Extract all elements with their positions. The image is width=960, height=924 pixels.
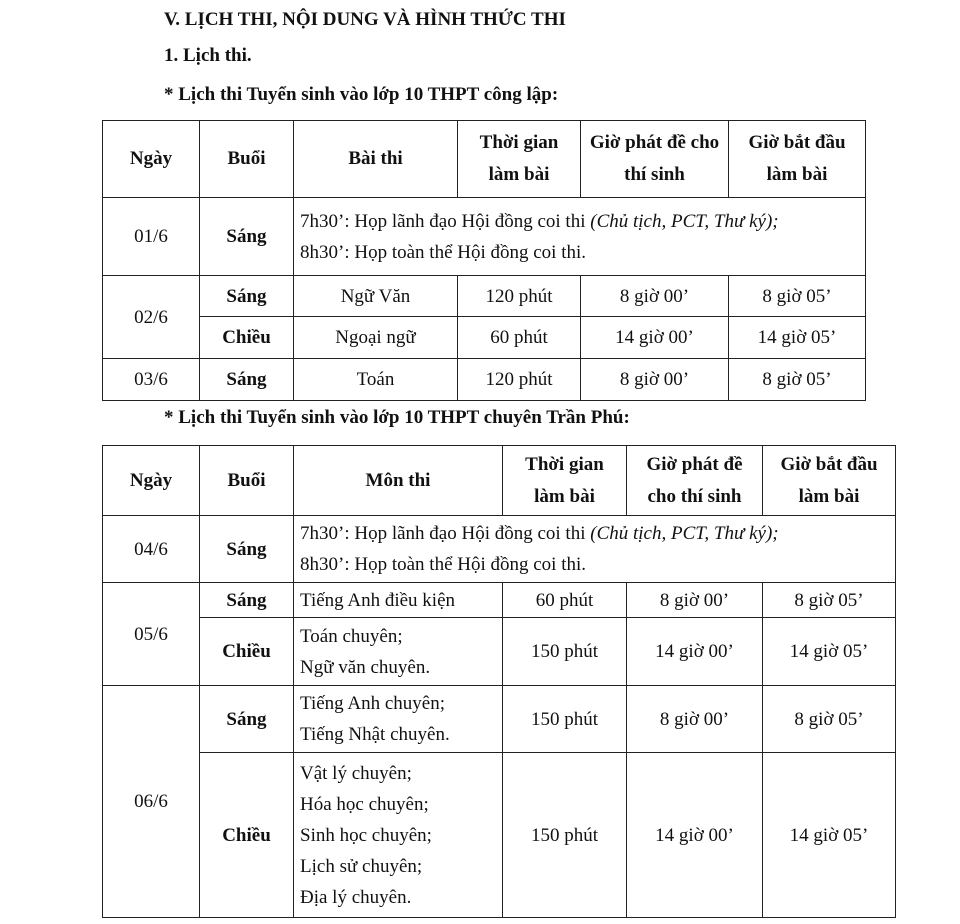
header-handout-time: Giờ phát đề cho thí sinh [581, 121, 729, 198]
meeting-line-1: 7h30’: Họp lãnh đạo Hội đồng coi thi [300, 210, 591, 232]
header-subject: Môn thi [294, 446, 503, 516]
start-time-cell: 14 giờ 05’ [729, 317, 866, 359]
date-cell: 02/6 [103, 276, 200, 359]
handout-time-cell: 8 giờ 00’ [627, 686, 763, 753]
meeting-line-1-note: (Chủ tịch, PCT, Thư ký); [590, 210, 779, 232]
duration-cell: 120 phút [458, 276, 581, 317]
duration-cell: 60 phút [458, 317, 581, 359]
subject-cell [294, 618, 503, 686]
table-row [103, 686, 896, 753]
session-cell: Chiều [200, 753, 294, 918]
subject-line: Tiếng Anh chuyên; [300, 693, 445, 714]
header-duration: Thời gian làm bài [503, 446, 627, 516]
header-session: Buổi [200, 446, 294, 516]
handout-time-cell: 8 giờ 00’ [581, 276, 729, 317]
handout-time-cell: 8 giờ 00’ [581, 359, 729, 401]
header-start-time: Giờ bắt đầu làm bài [763, 446, 896, 516]
handout-time-cell: 14 giờ 00’ [627, 618, 763, 686]
table-row [103, 618, 896, 686]
session-cell: Sáng [200, 359, 294, 401]
handout-time-cell: 14 giờ 00’ [627, 753, 763, 918]
date-cell: 04/6 [103, 516, 200, 583]
start-time-cell: 8 giờ 05’ [763, 686, 896, 753]
table-row [103, 359, 866, 401]
session-cell: Chiều [200, 618, 294, 686]
subject-cell: Ngữ Văn [294, 276, 458, 317]
session-cell: Sáng [200, 198, 294, 276]
header-duration: Thời gian làm bài [458, 121, 581, 198]
start-time-cell: 8 giờ 05’ [729, 359, 866, 401]
subject-cell: Ngoại ngữ [294, 317, 458, 359]
subject-line: Tiếng Nhật chuyên. [300, 724, 450, 745]
meeting-line-1: 7h30’: Họp lãnh đạo Hội đồng coi thi [300, 523, 591, 544]
subject-line: Toán chuyên; [300, 625, 403, 647]
duration-cell: 150 phút [503, 618, 627, 686]
meeting-note-cell [294, 198, 866, 276]
date-cell: 06/6 [103, 686, 200, 918]
meeting-note-cell [294, 516, 896, 583]
public-schedule-heading: * Lịch thi Tuyển sinh vào lớp 10 THPT công lập: [164, 84, 559, 105]
subject-line: Hóa học chuyên; [300, 793, 429, 815]
subject-cell [294, 753, 503, 918]
duration-cell: 60 phút [503, 583, 627, 618]
table-row [103, 583, 896, 618]
specialized-schedule-heading: * Lịch thi Tuyển sinh vào lớp 10 THPT chuyên Trần Phú: [164, 407, 630, 428]
meeting-line-2: 8h30’: Họp toàn thể Hội đồng coi thi. [300, 554, 587, 575]
session-cell: Sáng [200, 516, 294, 583]
duration-cell: 120 phút [458, 359, 581, 401]
header-start-time: Giờ bắt đầu làm bài [729, 121, 866, 198]
start-time-cell: 14 giờ 05’ [763, 618, 896, 686]
session-cell: Sáng [200, 583, 294, 618]
subject-cell: Toán [294, 359, 458, 401]
duration-cell: 150 phút [503, 753, 627, 918]
table-header-row [103, 446, 896, 516]
date-cell: 01/6 [103, 198, 200, 276]
subject-line: Vật lý chuyên; [300, 762, 412, 784]
subject-cell [294, 686, 503, 753]
handout-time-cell: 14 giờ 00’ [581, 317, 729, 359]
start-time-cell: 8 giờ 05’ [729, 276, 866, 317]
specialized-schedule-table [102, 445, 896, 918]
header-date: Ngày [103, 446, 200, 516]
start-time-cell: 14 giờ 05’ [763, 753, 896, 918]
header-session: Buổi [200, 121, 294, 198]
subject-cell [294, 583, 503, 618]
table-row [103, 753, 896, 918]
subject-line: Lịch sử chuyên; [300, 855, 423, 877]
date-cell: 03/6 [103, 359, 200, 401]
date-cell: 05/6 [103, 583, 200, 686]
table-row [103, 198, 866, 276]
start-time-cell: 8 giờ 05’ [763, 583, 896, 618]
subject-line: Địa lý chuyên. [300, 886, 412, 908]
session-cell: Sáng [200, 686, 294, 753]
session-cell: Sáng [200, 276, 294, 317]
meeting-line-1-note: (Chủ tịch, PCT, Thư ký); [590, 523, 779, 544]
header-subject: Bài thi [294, 121, 458, 198]
subject-line: Sinh học chuyên; [300, 824, 432, 846]
header-handout-time: Giờ phát đề cho thí sinh [627, 446, 763, 516]
header-date: Ngày [103, 121, 200, 198]
table-row [103, 317, 866, 359]
section-title: V. LỊCH THI, NỘI DUNG VÀ HÌNH THỨC THI [164, 9, 566, 30]
table-row [103, 276, 866, 317]
subject-line: Ngữ văn chuyên. [300, 656, 431, 678]
table-header-row [103, 121, 866, 198]
session-cell: Chiều [200, 317, 294, 359]
meeting-line-2: 8h30’: Họp toàn thể Hội đồng coi thi. [300, 241, 587, 263]
table-row [103, 516, 896, 583]
subject-line: Tiếng Anh điều kiện [300, 589, 455, 611]
duration-cell: 150 phút [503, 686, 627, 753]
handout-time-cell: 8 giờ 00’ [627, 583, 763, 618]
subsection-title: 1. Lịch thi. [164, 45, 252, 66]
public-schedule-table [102, 120, 866, 401]
